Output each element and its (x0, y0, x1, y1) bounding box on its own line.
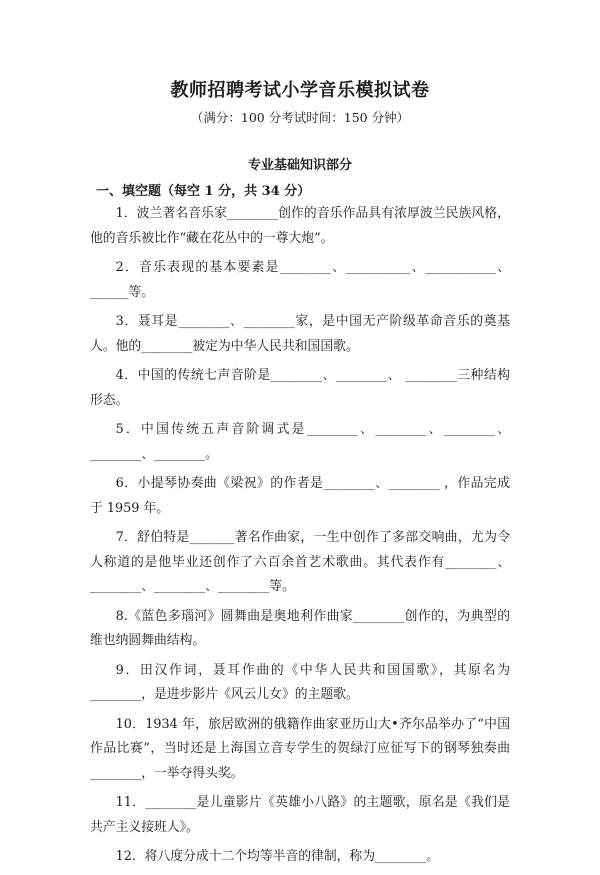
question-item: 8.《蓝色多瑙河》圆舞曲是奥地利作曲家________创作的，为典型的维也纳圆舞曲结构。 (90, 608, 510, 648)
question-item: 9．田汉作词，聂耳作曲的《中华人民共和国国歌》，其原名为________，是进步影片《风云儿女》的主题歌。 (90, 662, 510, 702)
part-heading: 一、填空题（每空 1 分，共 34 分） (96, 184, 311, 199)
question-item: 6．小提琴协奏曲《梁祝》的作者是________、________ ，作品完成于 1959 年。 (90, 476, 510, 516)
question-item: 1．波兰著名音乐家________创作的音乐作品具有浓厚波兰民族风格，他的音乐被比作“藏在花丛中的一尊大炮”。 (90, 206, 510, 246)
question-item: 2．音乐表现的基本要素是________、__________、___________、______等。 (90, 260, 510, 300)
question-item: 7．舒伯特是_______著名作曲家，一生中创作了多部交响曲，尤为令人称道的是他毕业还创作了六百余首艺术歌曲。其代表作有________、________、________、________等。 (90, 530, 510, 594)
question-item: 12．将八度分成十二个均等半音的律制，称为________。 (115, 849, 440, 864)
question-list (90, 202, 510, 875)
question-item: 4．中国的传统七声音阶是________、________、 ________三种结构形态。 (90, 368, 510, 408)
question-item: 11．________是儿童影片《英雄小八路》的主题歌，原名是《我们是共产主义接班人》。 (90, 795, 510, 835)
exam-title: 教师招聘考试小学音乐模拟试卷 (170, 80, 430, 101)
exam-subtitle: （满分：100 分考试时间：150 分钟） (190, 110, 410, 125)
question-item: 5．中国传统五声音阶调式是________、________、________、________、________。 (90, 422, 510, 462)
question-item: 3．聂耳是________、________家，是中国无产阶级革命音乐的奠基人。他的________被定为中华人民共和国国歌。 (90, 314, 510, 354)
question-item: 10．1934 年，旅居欧洲的俄籍作曲家亚历山大•齐尔品举办了“中国作品比赛”，当时还是上海国立音专学生的贺绿汀应征写下的钢琴独奏曲________，一举夺得头奖。 (90, 716, 510, 781)
section-title: 专业基础知识部分 (247, 158, 352, 173)
